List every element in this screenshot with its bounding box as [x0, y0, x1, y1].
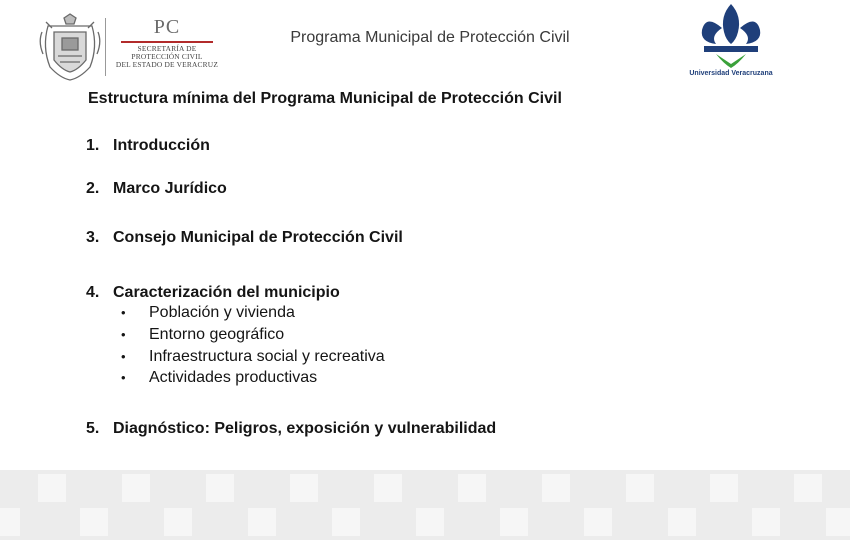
footer-tile	[122, 474, 150, 502]
list-item-number: 4.	[86, 284, 100, 301]
footer-tile	[542, 474, 570, 502]
footer-tile	[826, 508, 850, 536]
list-item-diagnostico	[86, 420, 496, 438]
bullet: •	[121, 326, 126, 342]
list-item-number: 1.	[86, 137, 100, 154]
sub-list-item-label: Actividades productivas	[149, 369, 318, 387]
list-item-marco-juridico	[86, 180, 227, 198]
sub-list-item-label: Población y vivienda	[149, 304, 295, 321]
list-item-introduccion	[86, 137, 210, 155]
bullet: •	[121, 305, 126, 320]
footer-tile	[668, 508, 696, 536]
footer-tile	[80, 508, 108, 536]
footer-tile	[38, 474, 66, 502]
pc-logo	[112, 16, 222, 78]
footer-tile	[458, 474, 486, 502]
list-item-number: 5.	[86, 420, 100, 437]
list-item-consejo	[86, 229, 403, 247]
footer-tile	[374, 474, 402, 502]
footer-tile	[0, 508, 20, 536]
pc-logo-line1: SECRETARÍA DE	[137, 44, 197, 53]
list-item-label: Introducción	[113, 137, 210, 154]
footer-tile	[752, 508, 780, 536]
list-item-label: Consejo Municipal de Protección Civil	[113, 229, 403, 246]
sub-list-item	[121, 369, 385, 391]
veracruz-coat-of-arms-icon	[38, 12, 102, 82]
slide-header	[0, 0, 850, 90]
footer-tile	[164, 508, 192, 536]
footer-tile	[416, 508, 444, 536]
header-divider	[105, 18, 106, 76]
list-item-caracterizacion	[86, 284, 340, 302]
bullet: •	[121, 370, 126, 386]
sub-list-item	[121, 304, 385, 326]
sub-list-item	[121, 348, 385, 370]
footer-tile	[584, 508, 612, 536]
sub-list	[121, 304, 385, 391]
footer-tile	[206, 474, 234, 502]
pc-logo-abbr: PC	[153, 16, 181, 38]
list-item-label: Diagnóstico: Peligros, exposición y vulnerabilidad	[113, 420, 497, 437]
footer-tile	[794, 474, 822, 502]
list-item-number: 3.	[86, 229, 100, 246]
pc-logo-rule	[121, 41, 213, 43]
footer-tile	[710, 474, 738, 502]
footer-tile	[248, 508, 276, 536]
bullet: •	[121, 348, 126, 364]
pc-logo-line3: DEL ESTADO DE VERACRUZ	[115, 60, 219, 69]
list-item-label: Caracterización del municipio	[113, 284, 340, 301]
sub-list-item-label: Entorno geográfico	[149, 325, 285, 343]
uv-logo-text: Universidad Veracruzana	[689, 70, 773, 77]
footer-pattern	[0, 470, 850, 540]
sub-list-item	[121, 326, 385, 348]
list-item-label: Marco Jurídico	[113, 180, 227, 197]
header-title: Programa Municipal de Protección Civil	[290, 29, 570, 46]
footer-tile	[500, 508, 528, 536]
pc-logo-line2: PROTECCIÓN CIVIL	[131, 52, 203, 61]
footer-tile	[626, 474, 654, 502]
list-item-number: 2.	[86, 180, 100, 197]
page-heading: Estructura mínima del Programa Municipal de Protección Civil	[88, 90, 562, 107]
footer-tile	[290, 474, 318, 502]
sub-list-item-label: Infraestructura social y recreativa	[149, 347, 385, 365]
footer-tile	[332, 508, 360, 536]
